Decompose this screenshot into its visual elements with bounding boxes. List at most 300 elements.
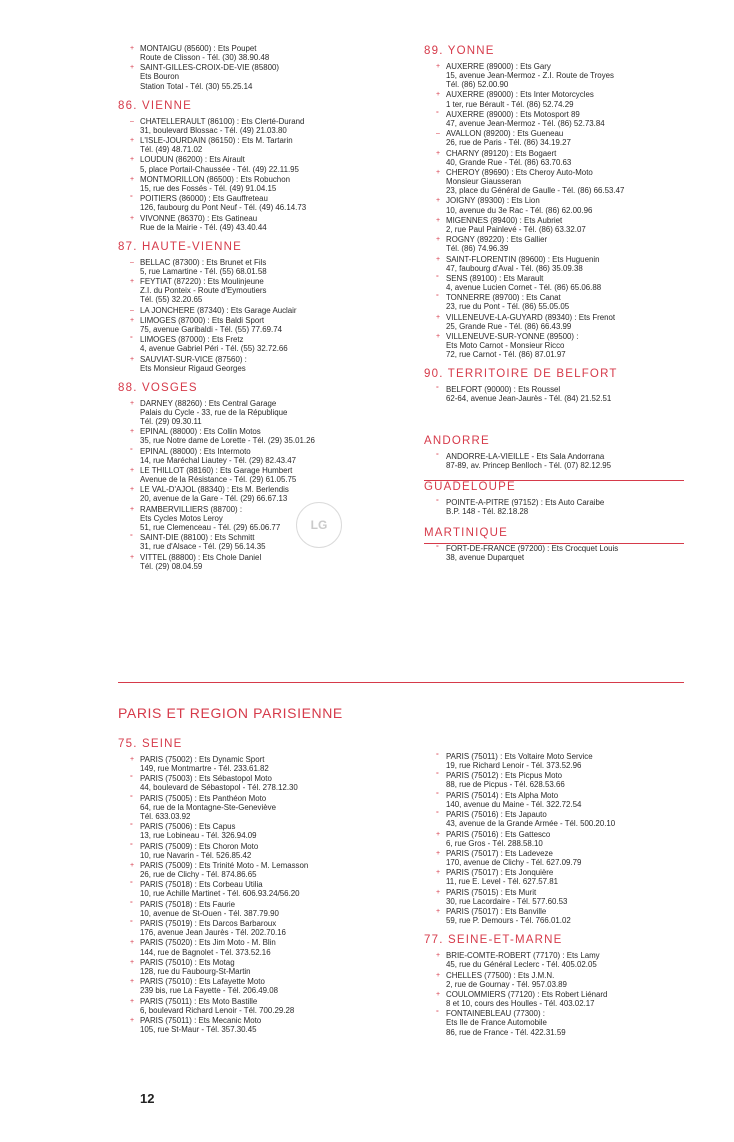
dealer-entry [118,919,410,937]
section-title: 86. VIENNE [118,99,192,112]
dealer-name-line: ANDORRE-LA-VIEILLE - Ets Sala Andorrana [446,451,605,461]
dealer-name-line: PARIS (75011) : Ets Mecanic Moto [140,1015,262,1025]
dealer-entry [118,958,410,976]
dealer-name-line: CHARNY (89120) : Ets Bogaert [446,148,557,158]
dealer-address-line: 2, rue Paul Painlevé - Tél. (86) 63.32.07 [446,224,586,234]
dealer-name-line: FORT-DE-FRANCE (97200) : Ets Crocquet Louis [446,543,619,553]
dealer-entry [118,427,410,445]
dealer-entry [118,842,410,860]
dealer-entry [118,466,410,484]
entry-marker: – [130,117,134,125]
entry-marker: ° [436,110,439,118]
dealer-entry [424,907,716,925]
dealer-entry [118,258,410,276]
dealer-entry [118,175,410,193]
section-title: 88. VOSGES [118,381,198,394]
dealer-address-line: 170, avenue de Clichy - Tél. 627.09.79 [446,857,582,867]
entry-marker: ° [436,772,439,780]
section-title: 90. TERRITOIRE DE BELFORT [424,368,618,381]
entry-marker: + [436,869,441,877]
dealer-entry [424,90,716,108]
dealer-address-line: Tél. (86) 74.96.39 [446,244,509,254]
dealer-name-line: BELLAC (87300) : Ets Brunet et Fils [140,257,267,267]
dealer-name-line: EPINAL (88000) : Ets Intermoto [140,446,251,456]
dealer-entry [118,774,410,792]
dealer-address-line: 45, rue du Général Leclerc - Tél. 405.02.05 [446,960,597,970]
dealer-name-line: FEYTIAT (87220) : Ets Moulinjeune [140,277,264,287]
dealer-address-line: 47, faubourg d'Aval - Tél. (86) 35.09.38 [446,263,583,273]
entry-marker: ° [436,544,439,552]
dealer-entry [118,63,410,90]
dealer-address-line: 75, avenue Garibaldi - Tél. (55) 77.69.74 [140,324,282,334]
dealer-address-line: 19, rue Richard Lenoir - Tél. 373.52.96 [446,761,582,771]
dealer-address-line: Ets Ile de France Automobile [446,1018,547,1028]
dealer-entry [424,129,716,147]
dealer-name-line: PARIS (75010) : Ets Motag [140,957,235,967]
dealer-entry [424,196,716,214]
entry-marker: + [436,333,441,341]
dealer-section [118,381,410,571]
dealer-address-line: 47, avenue Jean-Mermoz - Tél. (86) 52.73.84 [446,118,605,128]
dealer-address-line: Tél. (29) 09.30.11 [140,416,202,426]
entry-marker: + [130,756,135,763]
dealer-address-line: 25, Grande Rue - Tél. (86) 66.43.99 [446,321,572,331]
entry-marker: ° [436,498,439,506]
dealer-address-line: 51, rue Clemenceau - Tél. (29) 65.06.77 [140,522,281,532]
dealer-address-line: 6, boulevard Richard Lenoir - Tél. 700.29.28 [140,1005,295,1015]
entry-marker: + [130,958,135,966]
dealer-address-line: 87-89, av. Princep Benlloch - Tél. (07) 82.12.95 [446,460,612,470]
dealer-entry [118,136,410,154]
dealer-address-line: 4, avenue Lucien Cornet - Tél. (86) 65.06.88 [446,283,602,293]
dealer-entry [118,938,410,956]
dealer-name-line: VILLENEUVE-LA-GUYARD (89340) : Ets Frenot [446,312,616,322]
dealer-address-line: 10, rue Navarin - Tél. 526.85.42 [140,850,252,860]
dealer-address-line: 105, rue St-Maur - Tél. 357.30.45 [140,1025,257,1035]
dealer-address-line: 23, place du Général de Gaulle - Tél. (86) 66.53.47 [446,186,625,196]
dealer-entry [118,316,410,334]
dealer-address-line: 239 bis, rue La Fayette - Tél. 206.49.08 [140,986,279,996]
entry-marker: + [130,45,135,52]
dealer-entry [118,447,410,465]
dealer-entry [118,997,410,1015]
dealer-name-line: VIVONNE (86370) : Ets Gatineau [140,213,258,223]
entry-marker: + [436,990,441,998]
dealer-address-line: Avenue de la Résistance - Tél. (29) 61.05.75 [140,475,297,485]
dealer-address-line: Palais du Cycle - 33, rue de la République [140,407,288,417]
dealer-address-line: 88, rue de Picpus - Tél. 628.53.66 [446,780,565,790]
right-column [424,44,716,570]
dealer-name-line: PARIS (75016) : Ets Japauto [446,810,547,820]
dealer-address-line: 86, rue de France - Tél. 422.31.59 [446,1027,566,1037]
dealer-name-line: LE VAL-D'AJOL (88340) : Ets M. Berlendis [140,485,289,495]
paris-region-heading: PARIS ET REGION PARISIENNE [118,705,343,721]
dealer-address-line: 1 ter, rue Bérault - Tél. (86) 52.74.29 [446,99,574,109]
dealer-address-line: 38, avenue Duparquet [446,553,525,562]
dealer-entry [424,752,716,770]
dealer-entry [118,505,410,532]
dealer-entry [424,990,716,1008]
entry-marker: + [130,861,135,869]
dealer-entry [424,1009,716,1036]
entry-marker: ° [436,811,439,819]
watermark-logo: LG [296,502,342,548]
entry-marker: + [130,467,135,474]
entry-marker: + [436,888,441,896]
section-title: 89. YONNE [424,45,495,57]
dealer-name-line: PARIS (75017) : Ets Ladeveze [446,848,553,858]
dealer-address-line: 126, faubourg du Pont Neuf - Tél. (49) 46.14.73 [140,203,307,213]
dealer-name-line: PARIS (75014) : Ets Alpha Moto [446,790,559,800]
entry-marker: + [436,63,441,70]
dealer-address-line: 14, rue Maréchal Liautey - Tél. (29) 82.43.47 [140,455,297,465]
dealer-address-line: 5, rue Lamartine - Tél. (55) 68.01.58 [140,266,267,276]
dealer-address-line: 20, avenue de la Gare - Tél. (29) 66.67.13 [140,494,288,504]
paris-left-column [118,737,410,1042]
entry-marker: + [436,849,441,857]
dealer-name-line: JOIGNY (89300) : Ets Lion [446,196,540,206]
dealer-name-line: LE THILLOT (88160) : Ets Garage Humbert [140,466,293,475]
dealer-name-line: RAMBERVILLIERS (88700) : [140,504,243,514]
dealer-address-line: 31, boulevard Blossac - Tél. (49) 21.03.80 [140,125,287,135]
dealer-section [118,99,410,232]
entry-marker: ° [130,842,133,850]
entry-marker: ° [130,823,133,831]
entry-marker: + [436,971,441,979]
dealer-address-line: 149, rue Montmartre - Tél. 233.61.82 [140,764,269,774]
dealer-name-line: SENS (89100) : Ets Marault [446,273,544,283]
dealer-entry [424,385,716,403]
dealer-name-line: MIGENNES (89400) : Ets Aubriet [446,215,563,225]
dealer-section [424,933,716,1036]
dealer-entry [424,810,716,828]
dealer-name-line: SAUVIAT-SUR-VICE (87560) : [140,354,247,364]
entry-marker: + [436,168,441,176]
dealer-name-line: TONNERRE (89700) : Ets Canat [446,293,561,303]
entry-marker: + [436,91,441,99]
dealer-section [424,480,716,516]
dealer-address-line: 72, rue Carnot - Tél. (86) 87.01.97 [446,350,566,360]
dealer-address-line: 64, rue de la Montagne-Ste-Geneviève [140,802,276,812]
dealer-address-line: 10, avenue du 3e Rac - Tél. (86) 62.00.96 [446,205,593,215]
dealer-name-line: PARIS (75010) : Ets Lafayette Moto [140,977,265,987]
entry-marker: ° [130,534,133,542]
dealer-name-line: SAINT-GILLES-CROIX-DE-VIE (85800) [140,63,280,73]
dealer-name-line: PARIS (75006) : Ets Capus [140,822,236,832]
divider-paris [118,682,684,683]
section-title: 87. HAUTE-VIENNE [118,240,243,253]
dealer-entry [118,755,410,773]
dealer-name-line: L'ISLE-JOURDAIN (86150) : Ets M. Tartarin [140,136,293,146]
dealer-entry [118,900,410,918]
entry-marker: + [436,255,441,263]
dealer-address-line: 30, rue Lacordaire - Tél. 577.60.53 [446,896,568,906]
entry-marker: – [130,306,134,314]
divider-andorre [424,543,684,544]
dealer-name-line: LIMOGES (87000) : Ets Baldi Sport [140,315,265,325]
dealer-name-line: CHATELLERAULT (86100) : Ets Clerté-Durand [140,116,305,126]
dealer-entry [424,849,716,867]
dealer-name-line: PARIS (75020) : Ets Jim Moto - M. Blin [140,938,276,948]
dealer-entry [118,355,410,373]
entry-marker: + [436,216,441,224]
dealer-address-line: 62-64, avenue Jean-Jaurès - Tél. (84) 21.52.51 [446,394,612,404]
dealer-section [424,526,716,562]
dealer-address-line: Ets Bouron [140,72,180,82]
entry-marker: ° [130,881,133,889]
dealer-entry [424,332,716,359]
dealer-name-line: PARIS (75017) : Ets Jonquière [446,868,554,878]
dealer-name-line: PARIS (75018) : Ets Faurie [140,899,236,909]
dealer-name-line: BRIE-COMTE-ROBERT (77170) : Ets Lamy [446,951,600,961]
entry-marker: ° [130,920,133,928]
entry-marker: + [130,486,135,494]
dealer-name-line: PARIS (75018) : Ets Corbeau Utilia [140,880,263,890]
page-number: 12 [140,1091,155,1106]
dealer-name-line: SAINT-DIE (88100) : Ets Schmitt [140,533,255,543]
dealer-entry [118,214,410,232]
dealer-name-line: AUXERRE (89000) : Ets Gary [446,62,551,71]
dealer-name-line: LIMOGES (87000) : Ets Fretz [140,335,244,345]
dealer-address-line: 15, avenue Jean-Mermoz - Z.I. Route de Troyes [446,71,614,81]
entry-marker: + [130,553,135,561]
entry-marker: + [436,197,441,205]
entry-marker: + [130,355,135,363]
dealer-entry [424,771,716,789]
dealer-address-line: 8 et 10, cours des Houlles - Tél. 403.02.17 [446,999,595,1009]
dealer-entry [118,399,410,426]
entry-marker: ° [436,753,439,760]
dealer-address-line: Route de Clisson - Tél. (30) 38.90.48 [140,53,270,63]
dealer-address-line: 23, rue du Pont - Tél. (86) 55.05.05 [446,302,570,312]
dealer-name-line: EPINAL (88000) : Ets Collin Motos [140,427,261,437]
dealer-name-line: MONTAIGU (85600) : Ets Poupet [140,44,257,53]
dealer-entry [424,971,716,989]
dealer-entry [424,216,716,234]
dealer-entry [118,822,410,840]
section-title: MARTINIQUE [424,526,508,539]
dealer-name-line: AUXERRE (89000) : Ets Inter Motorcycles [446,90,594,100]
dealer-name-line: POINTE-A-PITRE (97152) : Ets Auto Caraibe [446,497,605,507]
dealer-entry [424,498,716,516]
entry-marker: + [436,830,441,838]
dealer-name-line: PARIS (75005) : Ets Panthéon Moto [140,793,267,803]
dealer-address-line: 26, rue de Paris - Tél. (86) 34.19.27 [446,138,571,148]
dealer-name-line: PARIS (75009) : Ets Trinité Moto - M. Lemasson [140,860,309,870]
dealer-section [424,44,716,359]
dealer-entry [118,306,410,315]
dealer-address-line: 10, avenue de St-Ouen - Tél. 387.79.90 [140,908,279,918]
dealer-address-line: 176, avenue Jean Jaurès - Tél. 202.70.16 [140,928,286,938]
dealer-name-line: BELFORT (90000) : Ets Roussel [446,385,561,395]
dealer-entry [424,868,716,886]
dealer-name-line: PARIS (75009) : Ets Choron Moto [140,841,259,851]
entry-marker: – [130,258,134,266]
dealer-address-line: 11, rue E. Level - Tél. 627.57.81 [446,877,559,887]
dealer-entry [424,168,716,195]
entry-marker: ° [130,794,133,802]
dealer-section [424,434,716,470]
dealer-name-line: VITTEL (88800) : Ets Chole Daniel [140,552,262,562]
dealer-address-line: 35, rue Notre dame de Lorette - Tél. (29) 35.01.26 [140,436,315,446]
dealer-entry [424,255,716,273]
dealer-address-line: 44, boulevard de Sébastopol - Tél. 278.12.30 [140,783,298,793]
entry-marker: + [436,313,441,321]
dealer-address-line: 10, rue Achille Martinet - Tél. 606.93.24/56.20 [140,889,300,899]
dealer-name-line: COULOMMIERS (77120) : Ets Robert Liénard [446,989,608,999]
dealer-name-line: PARIS (75003) : Ets Sébastopol Moto [140,774,272,784]
dealer-entry [424,293,716,311]
dealer-address-line: Ets Monsieur Rigaud Georges [140,363,246,373]
dealer-entry [118,977,410,995]
dealer-name-line: PARIS (75002) : Ets Dynamic Sport [140,755,265,764]
entry-marker: + [130,1016,135,1024]
dealer-entry [118,117,410,135]
dealer-entry [118,880,410,898]
dealer-name-line: CHELLES (77500) : Ets J.M.N. [446,970,555,980]
dealer-name-line: CHEROY (89690) : Ets Cheroy Auto-Moto [446,167,593,177]
entry-marker: + [130,214,135,222]
dealer-entry [118,861,410,879]
dealer-address-line: 4, avenue Gabriel Péri - Tél. (55) 32.72.66 [140,344,288,354]
dealer-entry [118,533,410,551]
dealer-address-line: Tél. (49) 48.71.02 [140,145,203,155]
entry-marker: + [130,137,135,145]
entry-marker: + [130,939,135,947]
dealer-entry [424,62,716,89]
dealer-section [118,240,410,373]
entry-marker: + [130,278,135,286]
dealer-name-line: PARIS (75017) : Ets Banville [446,907,547,916]
dealer-name-line: PARIS (75016) : Ets Gattesco [446,829,551,839]
dealer-section [118,44,410,91]
dealer-entry [118,335,410,353]
dealer-name-line: PARIS (75012) : Ets Picpus Moto [446,771,563,781]
entry-marker: ° [130,447,133,455]
entry-marker: ° [436,274,439,282]
dealer-address-line: 40, Grande Rue - Tél. (86) 63.70.63 [446,157,572,167]
dealer-address-line: 26, rue de Clichy - Tél. 874.86.65 [140,870,257,880]
dealer-address-line: Ets Moto Carnot - Monsieur Ricco [446,341,565,351]
entry-marker: ° [436,791,439,799]
dealer-address-line: 140, avenue du Maine - Tél. 322.72.54 [446,799,582,809]
entry-marker: + [130,316,135,324]
dealer-address-line: Station Total - Tél. (30) 55.25.14 [140,81,253,91]
dealer-entry [424,951,716,969]
section-title: 75. SEINE [118,738,183,750]
dealer-entry [424,888,716,906]
dealer-name-line: LOUDUN (86200) : Ets Airault [140,155,245,165]
dealer-address-line: Tél. 633.03.92 [140,811,191,821]
section-title: 77. SEINE-ET-MARNE [424,934,563,947]
dealer-name-line: VILLENEUVE-SUR-YONNE (89500) : [446,332,579,342]
dealer-address-line: Monsieur Giausseran [446,177,521,187]
dealer-address-line: Tél. (55) 32.20.65 [140,295,203,305]
entry-marker: + [436,236,441,244]
dealer-entry [118,794,410,821]
entry-marker: + [436,952,441,960]
dealer-address-line: 43, avenue de la Grande Armée - Tél. 500.20.10 [446,819,616,829]
entry-marker: + [436,149,441,157]
dealer-address-line: 59, rue P. Demours - Tél. 766.01.02 [446,916,571,926]
dealer-address-line: Ets Cycles Motos Leroy [140,513,223,523]
dealer-name-line: ROGNY (89220) : Ets Gallier [446,235,548,245]
entry-marker: – [436,130,440,138]
dealer-address-line: 128, rue du Faubourg-St-Martin [140,966,251,976]
left-column [118,44,410,579]
dealer-entry [118,553,410,571]
dealer-entry [118,155,410,173]
dealer-entry [118,194,410,212]
section-title: ANDORRE [424,434,490,447]
dealer-name-line: DARNEY (88260) : Ets Central Garage [140,398,277,408]
dealer-name-line: LA JONCHERE (87340) : Ets Garage Auclair [140,305,297,315]
dealer-address-line: 15, rue des Fossés - Tél. (49) 91.04.15 [140,183,277,193]
entry-marker: ° [130,195,133,203]
dealer-name-line: PARIS (75011) : Ets Moto Bastille [140,996,258,1006]
dealer-name-line: PARIS (75015) : Ets Murit [446,887,537,897]
entry-marker: ° [436,452,439,460]
paris-right-column [424,752,716,1045]
dealer-address-line: B.P. 148 - Tél. 82.18.28 [446,506,529,516]
section-title: GUADELOUPE [424,480,516,493]
dealer-address-line: Tél. (29) 08.04.59 [140,561,203,571]
dealer-section [424,367,716,403]
dealer-name-line: PARIS (75019) : Ets Darcos Barbaroux [140,919,277,929]
entry-marker: + [130,978,135,986]
dealer-entry [424,830,716,848]
dealer-address-line: 5, place Portail-Chaussée - Tél. (49) 22.11.95 [140,164,299,174]
dealer-name-line: MONTMORILLON (86500) : Ets Robuchon [140,174,290,184]
dealer-name-line: POITIERS (86000) : Ets Gauffreteau [140,194,268,204]
entry-marker: + [130,64,135,72]
entry-marker: + [436,908,441,915]
dealer-address-line: Tél. (86) 52.00.90 [446,80,509,90]
divider-belfort [424,480,684,481]
entry-marker: ° [436,386,439,394]
entry-marker: + [130,505,135,513]
dealer-name-line: AVALLON (89200) : Ets Gueneau [446,129,564,139]
dealer-entry [424,544,716,562]
dealer-section [424,752,716,925]
dealer-address-line: 2, rue de Gournay - Tél. 957.03.89 [446,979,567,989]
dealer-name-line: FONTAINEBLEAU (77300) : [446,1009,545,1019]
entry-marker: ° [436,1010,439,1018]
dealer-entry [424,274,716,292]
dealer-entry [424,235,716,253]
dealer-entry [118,277,410,304]
dealer-name-line: SAINT-FLORENTIN (89600) : Ets Huguenin [446,254,600,264]
dealer-entry [118,1016,410,1034]
dealer-address-line: 144, rue de Bagnolet - Tél. 373.52.16 [140,947,271,957]
entry-marker: ° [130,900,133,908]
entry-marker: ° [130,336,133,344]
dealer-entry [424,149,716,167]
entry-marker: ° [130,775,133,783]
entry-marker: + [130,428,135,436]
dealer-address-line: Rue de la Mairie - Tél. (49) 43.40.44 [140,222,267,232]
dealer-address-line: 31, rue d'Alsace - Tél. (29) 56.14.35 [140,542,266,552]
entry-marker: ° [436,294,439,302]
dealer-entry [424,313,716,331]
dealer-entry [424,452,716,470]
entry-marker: + [130,997,135,1005]
dealer-name-line: PARIS (75011) : Ets Voltaire Moto Service [446,752,593,761]
entry-marker: + [130,399,135,407]
dealer-entry [424,791,716,809]
dealer-section [118,737,410,1034]
dealer-address-line: 13, rue Lobineau - Tél. 326.94.09 [140,831,257,841]
